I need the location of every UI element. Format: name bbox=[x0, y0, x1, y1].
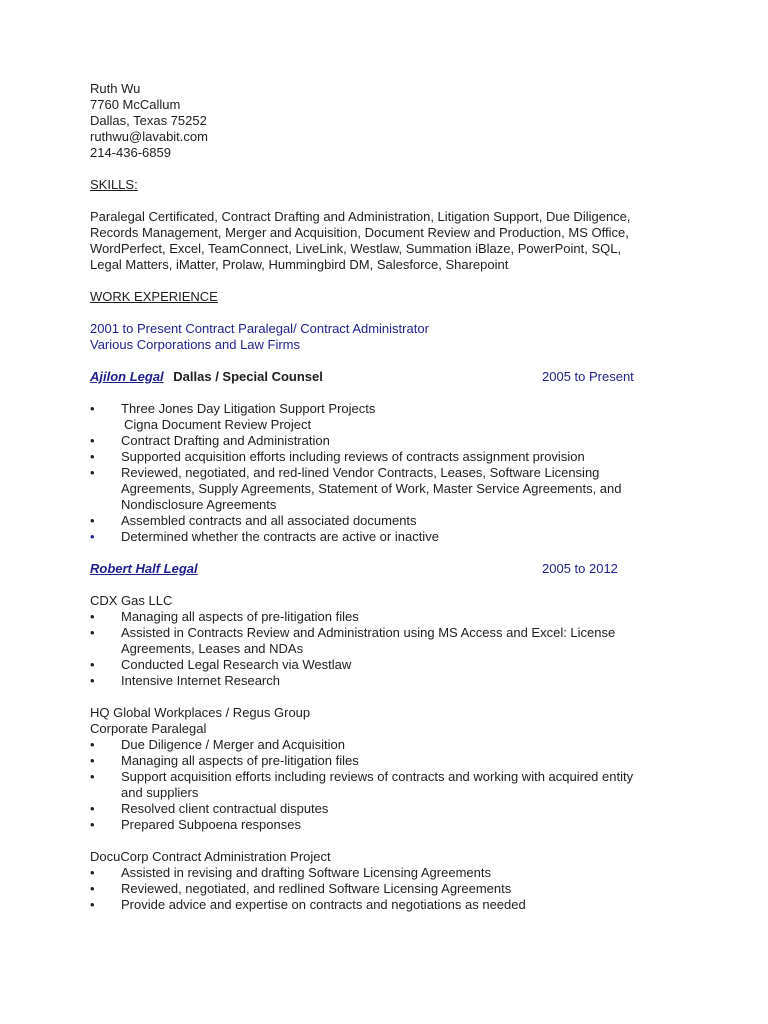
bullet-icon: • bbox=[90, 433, 95, 448]
list-item: • Contract Drafting and Administration bbox=[90, 433, 330, 448]
job-dates: 2005 to 2012 bbox=[542, 561, 618, 576]
bullet-icon: • bbox=[90, 673, 95, 688]
bullet-icon: • bbox=[90, 513, 95, 528]
list-item: • Intensive Internet Research bbox=[90, 673, 280, 688]
docucorp-duties-list bbox=[90, 865, 710, 913]
bullet-icon: • bbox=[90, 769, 95, 784]
list-item: • Reviewed, negotiated, and redlined Software Licensing Agreements bbox=[90, 881, 512, 896]
bullet-icon: • bbox=[90, 449, 95, 464]
client-title-cdx: CDX Gas LLC bbox=[90, 593, 173, 608]
company-name: Ajilon Legal bbox=[90, 369, 164, 384]
bullet-icon: • bbox=[90, 897, 95, 912]
list-item: • Managing all aspects of pre-litigation files bbox=[90, 609, 359, 624]
list-item: • Determined whether the contracts are active or inactive bbox=[90, 529, 439, 544]
list-item: • Assembled contracts and all associated documents bbox=[90, 513, 417, 528]
bullet-icon: • bbox=[90, 401, 95, 416]
bullet-icon: • bbox=[90, 737, 95, 752]
list-item: • Supported acquisition efforts including reviews of contracts assignment provision bbox=[90, 449, 585, 464]
company-name: Robert Half Legal bbox=[90, 561, 198, 576]
list-item-continuation: and suppliers bbox=[121, 785, 199, 800]
contact-email: ruthwu@lavabit.com bbox=[90, 129, 208, 144]
list-item-continuation: Agreements, Supply Agreements, Statement of Work, Master Service Agreements, and bbox=[121, 481, 622, 496]
contact-city: Dallas, Texas 75252 bbox=[90, 113, 207, 128]
skills-list bbox=[90, 209, 710, 273]
list-item: • Managing all aspects of pre-litigation files bbox=[90, 753, 359, 768]
contact-street: 7760 McCallum bbox=[90, 97, 181, 112]
bullet-icon: • bbox=[90, 817, 95, 832]
contact-block bbox=[90, 81, 710, 161]
list-item: • Reviewed, negotiated, and red-lined Vendor Contracts, Leases, Software Licensing bbox=[90, 465, 600, 480]
bullet-icon: • bbox=[90, 657, 95, 672]
bullet-icon: • bbox=[90, 881, 95, 896]
list-item: • Support acquisition efforts including reviews of contracts and working with acquired entity bbox=[90, 769, 634, 784]
job-header-robert-half bbox=[90, 561, 710, 577]
bullet-icon: • bbox=[90, 865, 95, 880]
list-item-continuation: Nondisclosure Agreements bbox=[121, 497, 277, 512]
work-summary-employers: Various Corporations and Law Firms bbox=[90, 337, 301, 352]
bullet-icon: • bbox=[90, 529, 95, 544]
list-item: • Conducted Legal Research via Westlaw bbox=[90, 657, 352, 672]
list-item: • Prepared Subpoena responses bbox=[90, 817, 301, 832]
cdx-duties-list bbox=[90, 609, 710, 689]
work-experience-heading: WORK EXPERIENCE bbox=[90, 289, 218, 304]
skills-line: Records Management, Merger and Acquisition, Document Review and Production, MS Office, bbox=[90, 225, 629, 240]
resume-document bbox=[90, 81, 710, 913]
skills-heading: SKILLS: bbox=[90, 177, 138, 192]
bullet-icon: • bbox=[90, 801, 95, 816]
list-item: • Assisted in revising and drafting Software Licensing Agreements bbox=[90, 865, 491, 880]
bullet-icon: • bbox=[90, 753, 95, 768]
bullet-icon: • bbox=[90, 625, 95, 640]
skills-line: Legal Matters, iMatter, Prolaw, Hummingbird DM, Salesforce, Sharepoint bbox=[90, 257, 509, 272]
client-title-hq: HQ Global Workplaces / Regus Group bbox=[90, 705, 311, 720]
client-role-hq: Corporate Paralegal bbox=[90, 721, 207, 736]
ajilon-duties-list bbox=[90, 401, 710, 545]
contact-phone: 214-436-6859 bbox=[90, 145, 171, 160]
contact-name: Ruth Wu bbox=[90, 81, 141, 96]
job-header-ajilon bbox=[90, 369, 710, 385]
company-subtitle: Dallas / Special Counsel bbox=[173, 369, 323, 384]
list-item: • Assisted in Contracts Review and Administration using MS Access and Excel: License bbox=[90, 625, 616, 640]
hq-duties-list bbox=[90, 737, 710, 833]
list-item: • Three Jones Day Litigation Support Projects bbox=[90, 401, 376, 416]
client-title-docucorp: DocuCorp Contract Administration Project bbox=[90, 849, 331, 864]
skills-line: WordPerfect, Excel, TeamConnect, LiveLink, Westlaw, Summation iBlaze, PowerPoint, SQL, bbox=[90, 241, 622, 256]
list-item: Cigna Document Review Project bbox=[124, 417, 312, 432]
list-item: • Provide advice and expertise on contracts and negotiations as needed bbox=[90, 897, 526, 912]
list-item: • Due Diligence / Merger and Acquisition bbox=[90, 737, 346, 752]
skills-line: Paralegal Certificated, Contract Drafting and Administration, Litigation Support, Due Diligence, bbox=[90, 209, 631, 224]
bullet-icon: • bbox=[90, 609, 95, 624]
job-dates: 2005 to Present bbox=[542, 369, 634, 384]
bullet-icon: • bbox=[90, 465, 95, 480]
list-item-continuation: Agreements, Leases and NDAs bbox=[121, 641, 304, 656]
work-summary-title: 2001 to Present Contract Paralegal/ Contract Administrator bbox=[90, 321, 429, 336]
list-item: • Resolved client contractual disputes bbox=[90, 801, 329, 816]
